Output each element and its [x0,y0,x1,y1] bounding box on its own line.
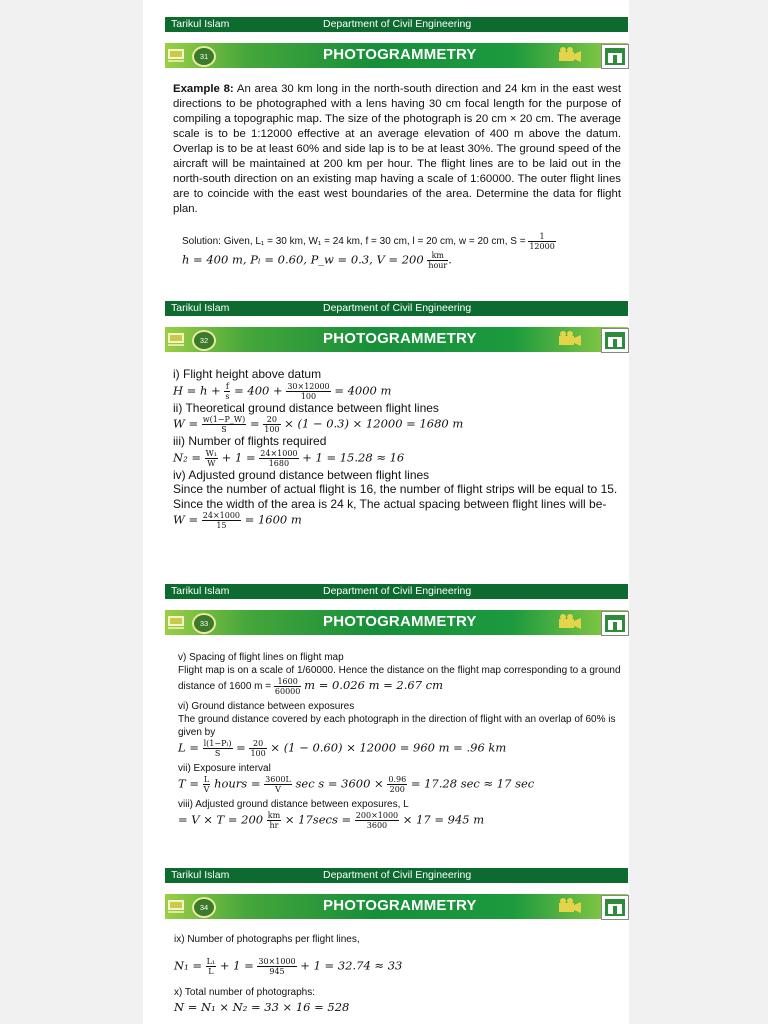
frac-den: 60000 [274,687,301,696]
frac-num: 3600L [265,775,291,784]
eq-part: = V × T = 200 [178,812,264,827]
camera-icon [557,897,583,915]
frac-den: s [225,391,230,401]
step-label: ii) Theoretical ground distance between flight lines [173,400,439,415]
step-label: vi) Ground distance between exposures [178,701,355,712]
author-name: Tarikul Islam [171,18,230,30]
frac-den: hr [269,821,279,830]
speed-unit-numerator: km [427,251,448,261]
example-text: An area 30 km long in the north-south direction and 24 km in the east west directions to be photographed with a lens having 30 cm focal length for the purpose of compiling a topographic map. The size of the photograph is 20 cm × 20 cm. The average scale is to be 1:12000 effective at an average elevation of 400 m above the datum. Overlap is to be at least 60% and side lap is to be at least 30%. The ground speed of the aircraft will be maintained at 200 km per hour. The flight lines are to be laid out in the north-south direction on an existing map having a scale of 1:60000. The outer flight lines are to coincide with the east west boundaries of the area. Determine the data for flight plan. [173,83,621,215]
frac-den: L [208,967,214,976]
frac-num: km [267,811,281,820]
frac-num: 1600 [274,677,301,687]
slide-number-badge: 32 [192,330,216,351]
frac-num: f [225,381,229,391]
eq-part: hours = [214,776,261,791]
university-logo-icon [601,328,629,353]
eq-part: = [249,416,260,431]
slide-title: PHOTOGRAMMETRY [323,330,477,347]
frac-den: V [275,785,281,794]
frac-den: V [203,785,210,794]
eq-part: = 4000 m [334,383,392,397]
department-name: Department of Civil Engineering [323,18,472,30]
eq-part: + 1 = [219,958,254,973]
equation-exposure-distance [178,739,622,758]
author-name: Tarikul Islam [171,869,230,881]
title-band [165,610,628,635]
eq-part: + 1 = 32.74 ≈ 33 [300,958,403,973]
author-name: Tarikul Islam [171,302,230,314]
slide-number-badge: 34 [192,897,216,918]
slide-32 [143,284,629,567]
slide-34 [143,851,629,1024]
paragraph: The ground distance covered by each photograph in the direction of flight with an overlap of 60% is given by [178,714,616,738]
frac-den: 100 [264,425,280,434]
equation-flights [173,449,623,468]
solution-block: Solution: Given, L₁ = 30 km, W₁ = 24 km, f = 30 cm, l = 20 cm, w = 20 cm, S = $\frac{1}{12000}$ h = 400 m, Pₗ = 0.60, P_w = 0.3, V = 200 $\frac{km}{\text{hour}}$ . [182,232,555,270]
equation-total-photos: N = N₁ × N₂ = 33 × 16 = 528 [174,1000,350,1014]
scale-denominator: 12000 [529,242,555,251]
camera-icon [557,46,583,64]
example-text-block [173,82,621,217]
solution-steps-block [174,933,618,1014]
step-label: ix) Number of photographs per flight lines, [174,934,360,945]
eq-part: × 17 = 945 m [402,812,485,827]
slide-title: PHOTOGRAMMETRY [323,46,477,63]
solution-line-1: Solution: Given, L₁ = 30 km, W₁ = 24 km, f = 30 cm, l = 20 cm, w = 20 cm, S = [182,236,526,248]
author-name: Tarikul Islam [171,585,230,597]
eq-part: × (1 − 0.60) × 12000 = 960 m = .96 km [270,740,507,755]
eq-part: = 400 + [234,383,283,397]
solution-steps-block [173,367,623,530]
frac-den: 1680 [268,458,290,468]
eq-part: W = [173,416,199,431]
frac-num: 24×1000 [260,448,298,458]
step-label: vii) Exposure interval [178,763,271,774]
frac-den: S [214,749,221,758]
department-name: Department of Civil Engineering [323,869,472,881]
presentation-icon [167,899,185,914]
presentation-icon [167,332,185,347]
header-bar [165,301,628,316]
slide-33 [143,567,629,850]
document-page [143,0,629,1024]
presentation-icon [167,615,185,630]
slide-number-badge: 31 [192,46,216,67]
slide-title: PHOTOGRAMMETRY [323,897,477,914]
solution-line-2: h = 400 m, Pₗ = 0.60, P_w = 0.3, V = 200 [182,252,424,267]
frac-den: 945 [269,967,285,976]
frac-den: W [207,458,216,468]
camera-icon [557,330,583,348]
frac-num: L [203,775,210,784]
frac-num: 200×1000 [355,811,399,820]
equation-flight-height [173,382,623,401]
equation-photos-per-line [174,957,618,976]
frac-num: W₁ [205,448,218,458]
university-logo-icon [601,44,629,69]
title-band [165,894,628,919]
eq-part: + 1 = 15.28 ≈ 16 [302,450,405,464]
frac-num: 0.96 [388,775,407,784]
equation-exposure-interval [178,775,622,794]
frac-num: 20 [249,739,266,749]
equation-adjusted-exposure [178,811,622,830]
step-label: iv) Adjusted ground distance between flight lines [173,467,430,482]
department-name: Department of Civil Engineering [323,585,472,597]
speed-unit-denominator: hour [428,261,448,270]
header-bar [165,868,628,883]
title-band [165,327,628,352]
eq-part: = 1600 m [244,512,302,527]
eq-part: L = [178,740,199,755]
step-label: viii) Adjusted ground distance between exposures, L [178,799,409,810]
slide-31 [143,0,629,283]
paragraph: Since the number of actual flight is 16, the number of flight strips will be equal to 15. Since the width of the area is 24 k, The actual spacing between flight lines will be- [173,482,618,511]
frac-num: 20 [263,415,280,425]
eq-part: × 17secs = [284,812,352,827]
scale-numerator: 1 [528,232,555,242]
slide-number-badge: 33 [192,613,216,634]
frac-den: 100 [250,749,266,758]
frac-den: 3600 [366,821,388,830]
equation-adjusted-spacing [173,511,623,530]
eq-part: × (1 − 0.3) × 12000 = 1680 m [284,416,464,431]
presentation-icon [167,48,185,63]
department-name: Department of Civil Engineering [323,302,472,314]
example-label: Example 8: [173,83,234,95]
frac-num: L₁ [206,957,216,966]
frac-den: 15 [216,521,227,530]
step-label: i) Flight height above datum [173,367,322,381]
eq-part: N₂ = [173,450,201,464]
frac-num: 24×1000 [202,511,241,520]
eq-part: W = [173,512,199,527]
frac-den: 100 [300,391,317,401]
paragraph [178,664,622,696]
frac-num: 30×1000 [258,957,296,966]
equation-spacing [173,415,623,434]
step-label: x) Total number of photographs: [174,987,316,998]
eq-part: T = [178,776,199,791]
university-logo-icon [601,611,629,636]
eq-part: H = h + [173,383,221,397]
frac-den: 200 [389,785,405,794]
header-bar [165,584,628,599]
solution-steps-block [178,651,622,830]
eq-part: m = 0.026 m = 2.67 cm [304,678,444,693]
eq-part: = [236,740,246,755]
camera-icon [557,613,583,631]
frac-num: l(1−Pₗ) [203,739,232,748]
step-label: v) Spacing of flight lines on flight map [178,652,344,663]
frac-num: w(1−P_W) [202,415,246,424]
eq-part: N₁ = [174,958,202,973]
title-band [165,43,628,68]
slide-title: PHOTOGRAMMETRY [323,613,477,630]
frac-num: 30×12000 [287,381,330,391]
university-logo-icon [601,895,629,920]
eq-part: sec s = 3600 × [295,776,384,791]
eq-part: + 1 = [221,450,256,464]
header-bar [165,17,628,32]
frac-den: S [221,425,227,434]
eq-part: = 17.28 sec ≈ 17 sec [410,776,535,791]
text-part: Flight map is on a scale of 1/60000. Hence the distance on the flight map corresponding to a ground distance of 1600 m = [178,665,621,693]
step-label: iii) Number of flights required [173,434,327,448]
